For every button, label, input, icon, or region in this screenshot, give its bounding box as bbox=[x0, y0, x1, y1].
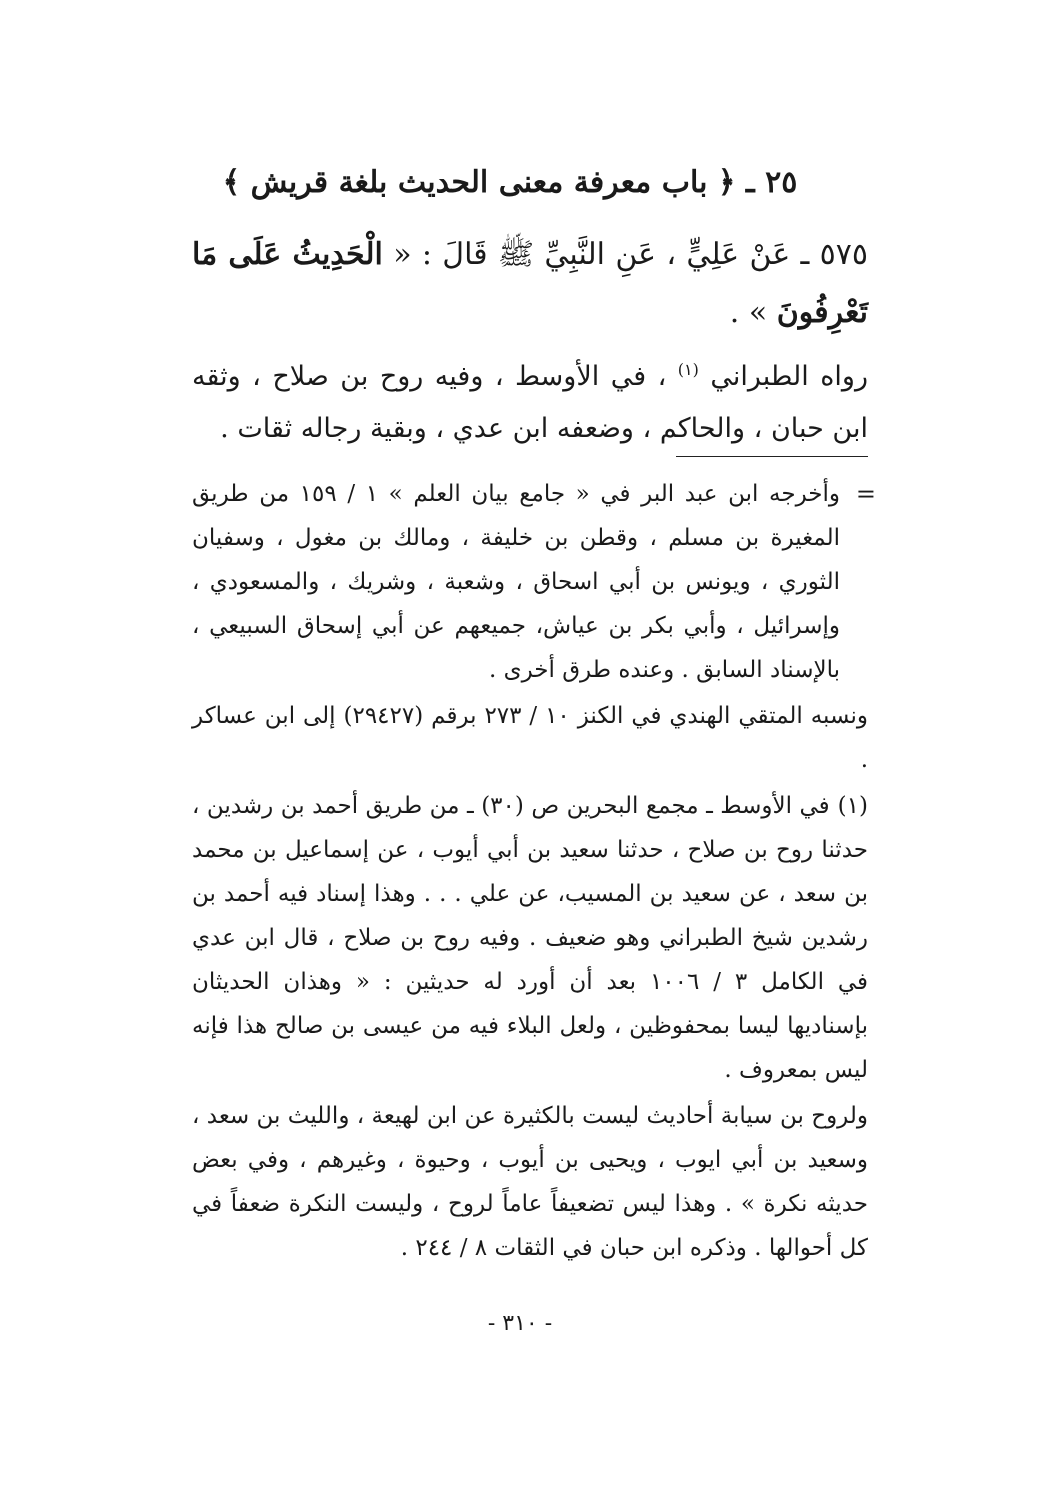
footnote-1-para-1: في الأوسط ـ مجمع البحرين ص (٣٠) ـ من طريق أحمد بن رشدين ، حدثنا روح بن صلاح ، حدثنا سعيد بن أبي أيوب ، عن إسماعيل بن محمد بن سعد ، عن سعيد بن المسيب، عن علي . . . وهذا إسناد فيه أحمد بن رشدين شيخ الطبراني وهو ضعيف . وفيه روح بن صلاح ، قال ابن عدي في الكامل ٣ / ١٠٠٦ بعد أن أورد له حديثين : « وهذان الحديثان بإسناديها ليسا بمحفوظين ، ولعل البلاء فيه من عيسى بن صالح هذا فإنه ليس بمعروف . bbox=[192, 793, 868, 1083]
hadith-prefix: ٥٧٥ ـ عَنْ عَلِيٍّ ، عَنِ النَّبِيِّ ﷺ قَالَ : « bbox=[382, 237, 868, 272]
takhrij-commentary bbox=[192, 344, 868, 455]
footnote-1 bbox=[192, 784, 868, 1270]
hadith-suffix: » . bbox=[729, 295, 777, 330]
page-number: - ٣١٠ - bbox=[487, 1311, 553, 1336]
footnote-number: (١) bbox=[837, 793, 868, 819]
chapter-heading: ٢٥ ـ ﴿ باب معرفة معنى الحديث بلغة قريش ﴾ bbox=[222, 165, 798, 200]
continued-footnote bbox=[192, 472, 876, 782]
footnote-1-para-2: ولروح بن سيابة أحاديث ليست بالكثيرة عن ابن لهيعة ، والليث بن سعد ، وسعيد بن أبي ايوب ، ويحيى بن أيوب ، وحيوة ، وغيرهم ، وفي بعض حديثه نكرة » . وهذا ليس تضعيفاً عاماً لروح ، وليست النكرة ضعفاً في كل أحوالها . وذكره ابن حبان في الثقات ٨ / ٢٤٤ . bbox=[192, 1103, 868, 1261]
commentary-text-start: رواه الطبراني bbox=[698, 361, 868, 392]
footnote-reference: (١) bbox=[677, 360, 699, 379]
hadith-text bbox=[192, 226, 868, 342]
commentary-text-end: ، في الأوسط ، وفيه روح بن صلاح ، وثقه ابن حبان ، والحاكم ، وضعفه ابن عدي ، وبقية رجاله ثقات . bbox=[192, 361, 868, 444]
footnotes-section bbox=[192, 472, 876, 1272]
continuation-marker: = bbox=[855, 480, 876, 508]
continued-footnote-para-1: وأخرجه ابن عبد البر في « جامع بيان العلم » ١ / ١٥٩ من طريق المغيرة بن مسلم ، وقطن بن خليفة ، ومالك بن مغول ، وسفيان الثوري ، ويونس بن أبي اسحاق ، وشعبة ، وشريك ، والمسعودي ، وإسرائيل ، وأبي بكر بن عياش، جميعهم عن أبي إسحاق السبيعي ، بالإسناد السابق . وعنده طرق أخرى . bbox=[192, 481, 841, 683]
continued-footnote-para-2: ونسبه المتقي الهندي في الكنز ١٠ / ٢٧٣ برقم (٢٩٤٢٧) إلى ابن عساكر . bbox=[192, 703, 868, 773]
footnote-divider bbox=[676, 456, 868, 457]
hadith-matn: الْحَدِيثُ عَلَى مَا تَعْرِفُونَ bbox=[192, 237, 868, 330]
